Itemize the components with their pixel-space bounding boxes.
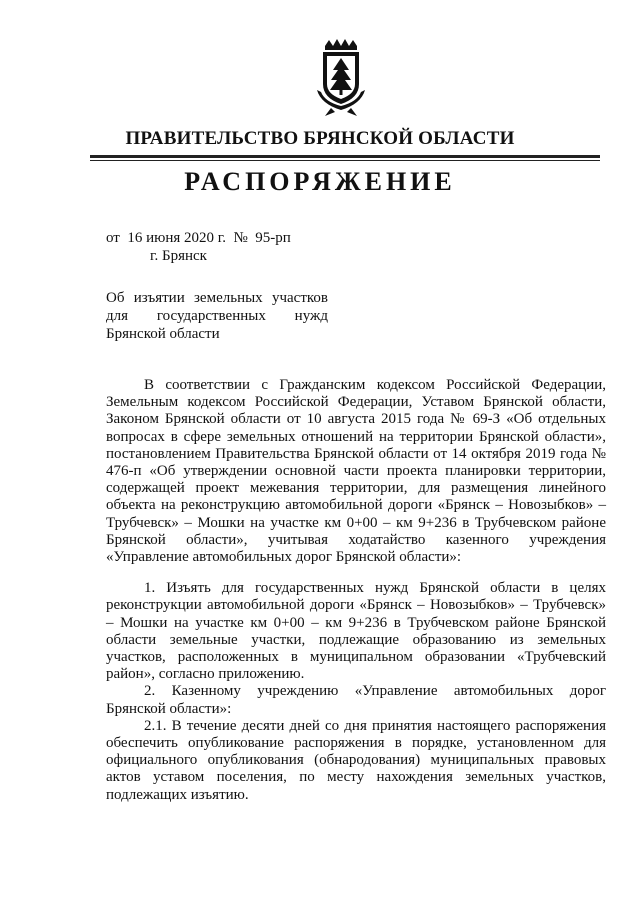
header-divider-thin	[90, 160, 600, 161]
body-item-1: 1. Изъять для государственных нужд Брянской области в целях реконструкции автомобильной дороги «Брянск – Новозыбков» – Трубчевск» – Мошки на участке км 0+00 – км 9+236 в Трубчевском районе Брянской области земельные участки, подлежащие образованию из земельных участков, расположенных в муниципальном образовании «Трубчевский район», согласно приложению.	[106, 580, 606, 683]
document-date-number: от 16 июня 2020 г. № 95-рп	[106, 230, 291, 246]
document-place: г. Брянск	[150, 248, 207, 264]
body-item-2: 2. Казенному учреждению «Управление автомобильных дорог Брянской области»:	[106, 683, 606, 717]
document-subject: Об изъятии земельных участков для государственных нужд Брянской области	[106, 290, 328, 342]
body-preamble: В соответствии с Гражданским кодексом Российской Федерации, Земельным кодексом Российской Федерации, Уставом Брянской области, Законом Брянской области от 10 августа 2015 года № 69-З «Об отдельных вопросах в сфере земельных отношений на территории Брянской области», постановлением Правительства Брянской области от 14 октября 2019 года № 476-п «Об утверждении основной части проекта планировки территории, содержащей проект межевания территории, для размещения линейного объекта на реконструкцию автомобильной дороги «Брянск – Новозыбков» – Трубчевск» – Мошки на участке км 0+00 – км 9+236 в Трубчевском районе Брянской области», учитывая ходатайство казенного учреждения «Управление автомобильных дорог Брянской области»:	[106, 377, 606, 566]
body-item-2-1: 2.1. В течение десяти дней со дня принятия настоящего распоряжения обеспечить опубликование распоряжения в порядке, установленном для официального опубликования (обнародования) муниципальных правовых актов уставом поселения, по месту нахождения земельных участков, подлежащих изъятию.	[106, 717, 606, 803]
document-body	[106, 377, 606, 804]
bryansk-coat-of-arms-icon	[311, 38, 371, 118]
organization-title: ПРАВИТЕЛЬСТВО БРЯНСКОЙ ОБЛАСТИ	[125, 128, 515, 149]
document-type-title: РАСПОРЯЖЕНИЕ	[184, 167, 456, 196]
header-divider-thick	[90, 155, 600, 158]
